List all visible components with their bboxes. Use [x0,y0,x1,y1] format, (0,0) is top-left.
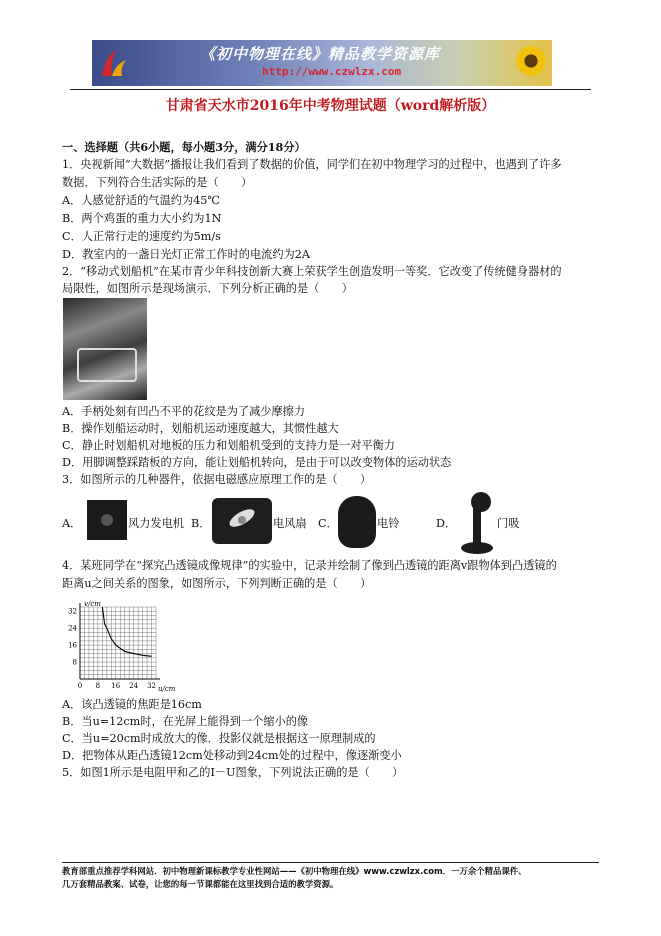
y-axis-label: v/cm [84,600,101,608]
wind-generator-image [87,500,127,540]
door-stop-image [457,490,497,556]
v-u-chart [62,599,184,695]
x-tick-label: 0 [77,682,83,690]
header-banner [92,40,552,86]
x-tick-label: 8 [95,682,101,690]
q2-option-d: D．用脚调整踩踏板的方向，能让划船机转向，是由于可以改变物体的运动状态 [62,456,452,469]
q4-stem-line1: 4．某班同学在“探究凸透镜成像规律”的实验中，记录并绘制了像到凸透镜的距离v跟物体到凸透镜的 [62,559,557,572]
footer-line2: 几万套精品教案、试卷，让您的每一节课都能在这里找到合适的教学资源。 [62,879,339,889]
q2-option-a: A．手柄处刻有凹凸不平的花纹是为了减少摩擦力 [62,405,306,418]
q3-option-c-prefix: C． [318,517,338,530]
y-tick-label: 8 [72,658,77,667]
q1-option-d: D．教室内的一盏日光灯正常工作时的电流约为2A [62,248,310,261]
q3-option-b-prefix: B． [191,517,211,530]
footer-line1: 教育部重点推荐学科网站．初中物理新课标教学专业性网站——《初中物理在线》www.czwlzx.com．一万余个精品课件、 [62,866,527,876]
banner-url[interactable]: http://www.czwlzx.com [262,65,402,78]
q5-stem: 5．如图1所示是电阻甲和乙的I－U图象，下列说法正确的是（ ） [62,766,404,779]
y-tick-label: 16 [68,641,77,650]
q4-option-d: D．把物体从距凸透镜12cm处移动到24cm处的过程中，像逐渐变小 [62,749,402,762]
q2-option-b: B．操作划船运动时，划船机运动速度越大，其惯性越大 [62,422,339,435]
rowing-machine-photo [63,298,147,400]
section-heading: 一、选择题（共6小题，每小题3分，满分18分） [62,140,306,154]
sunflower-icon [516,46,546,76]
q2-option-c: C．静止时划船机对地板的压力和划船机受到的支持力是一对平衡力 [62,439,395,452]
q3-option-a-prefix: A． [62,517,82,530]
q4-stem-line2: 距离u之间关系的图象，如图所示，下列判断正确的是（ ） [62,577,372,590]
document-title: 甘肃省天水市2016年中考物理试题（word解析版） [165,98,496,114]
electric-bell-image [338,496,376,548]
q3-option-b-text: 电风扇 [273,517,307,530]
electric-fan-image [212,498,272,544]
q3-stem: 3．如图所示的几种器件，依据电磁感应原理工作的是（ ） [62,473,372,486]
chart-grid [80,607,156,679]
header-divider [70,89,591,90]
q1-stem-line1: 1．央视新闻“大数据”播报让我们看到了数据的价值，同学们在初中物理学习的过程中，也遇到了许多 [62,158,562,171]
q4-option-c: C．当u=20cm时成放大的像．投影仪就是根据这一原理制成的 [62,732,376,745]
q1-option-b: B．两个鸡蛋的重力大小约为1N [62,212,222,225]
q2-stem-line2: 局限性，如图所示是现场演示．下列分析正确的是（ ） [62,282,353,295]
q4-option-b: B．当u=12cm时，在光屏上能得到一个缩小的像 [62,715,309,728]
q3-option-c-text: 电铃 [377,517,400,530]
x-tick-label: 16 [111,682,121,690]
q3-option-d-prefix: D． [436,517,457,530]
q3-option-a-text: 风力发电机 [128,517,184,530]
q1-option-c: C．人正常行走的速度约为5m/s [62,230,221,243]
footer-divider [62,862,599,863]
x-tick-label: 24 [129,682,139,690]
q3-option-d-text: 门吸 [497,517,520,530]
q2-stem-line1: 2．“移动式划船机”在某市青少年科技创新大赛上荣获学生创造发明一等奖．它改变了传统健身器材的 [62,265,562,278]
logo-icon [98,46,128,80]
q1-option-a: A．人感觉舒适的气温约为45℃ [62,194,220,207]
banner-title: 《初中物理在线》精品教学资源库 [200,45,441,63]
q4-option-a: A．该凸透镜的焦距是16cm [62,698,202,711]
x-axis-label: u/cm [158,685,176,693]
y-tick-label: 32 [68,607,77,616]
q1-stem-line2: 数据．下列符合生活实际的是（ ） [62,176,253,189]
chart-series [102,607,151,656]
x-tick-label: 32 [147,682,156,690]
y-tick-label: 24 [68,624,77,633]
chart-ticks [68,608,156,690]
v-u-curve [102,607,151,656]
